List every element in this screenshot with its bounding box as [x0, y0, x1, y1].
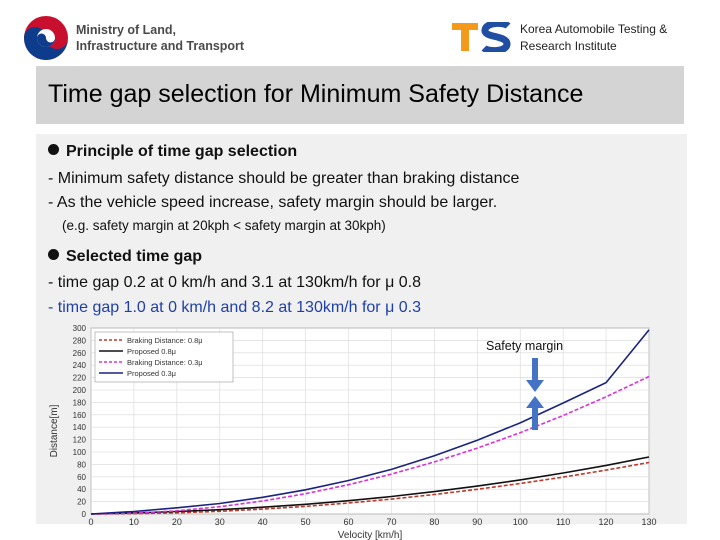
y-tick-label: 300: [72, 324, 86, 333]
section2-line2: - time gap 1.0 at 0 km/h and 8.2 at 130km/h for μ 0.3: [48, 299, 421, 316]
institute-line1: Korea Automobile Testing &: [520, 22, 668, 36]
arrow-shaft-up: [532, 406, 538, 430]
x-tick-label: 60: [343, 517, 354, 527]
y-tick-label: 40: [77, 485, 86, 495]
safety-margin-annotation: Safety margin: [486, 339, 564, 353]
y-tick-label: 80: [77, 460, 86, 470]
section1-line3: (e.g. safety margin at 20kph < safety margin at 30kph): [62, 218, 386, 233]
section2-line1: - time gap 0.2 at 0 km/h and 3.1 at 130km/h for μ 0.8: [48, 274, 421, 291]
y-tick-label: 0: [81, 510, 86, 519]
y-tick-label: 20: [77, 497, 86, 507]
y-tick-label: 240: [72, 361, 86, 371]
y-tick-label: 200: [72, 386, 86, 395]
y-tick-label: 280: [72, 336, 86, 346]
section1-line2: - As the vehicle speed increase, safety margin should be larger.: [48, 194, 498, 211]
y-tick-label: 120: [72, 435, 86, 445]
x-tick-label: 110: [555, 517, 571, 527]
x-tick-label: 0: [88, 517, 94, 527]
y-tick-label: 140: [72, 423, 86, 433]
x-tick-label: 20: [171, 517, 182, 527]
x-tick-label: 130: [641, 517, 657, 527]
y-tick-label: 60: [77, 472, 86, 482]
ministry-line1: Ministry of Land,: [76, 23, 176, 37]
institute-line2: Research Institute: [520, 39, 617, 53]
ts-logo-icon: [452, 22, 514, 52]
ministry-line2: Infrastructure and Transport: [76, 39, 245, 53]
legend-label: Proposed 0.3μ: [127, 369, 176, 378]
page-title: Time gap selection for Minimum Safety Distance: [48, 80, 584, 108]
header: [0, 0, 720, 68]
legend-label: Proposed 0.8μ: [127, 347, 176, 356]
y-tick-label: 160: [72, 410, 86, 420]
bullet-icon: [48, 144, 59, 155]
institute-name: [520, 21, 667, 55]
legend-label: Braking Distance: 0.8μ: [127, 336, 203, 345]
y-tick-label: 180: [72, 398, 86, 408]
legend-label: Braking Distance: 0.3μ: [127, 358, 203, 367]
arrow-shaft-down: [532, 358, 538, 382]
x-tick-label: 40: [257, 517, 268, 527]
bullet-icon: [48, 249, 59, 260]
ministry-name: [76, 22, 244, 54]
section2-heading-text: Selected time gap: [66, 248, 203, 265]
x-tick-label: 70: [386, 517, 397, 527]
y-tick-label: 220: [72, 373, 86, 383]
x-axis-label: Velocity [km/h]: [337, 530, 403, 540]
distance-velocity-chart: [40, 320, 690, 540]
y-tick-label: 260: [72, 348, 86, 358]
x-tick-label: 90: [472, 517, 483, 527]
x-tick-label: 10: [128, 517, 139, 527]
x-tick-label: 100: [512, 517, 528, 527]
section1-heading: [48, 143, 297, 161]
x-tick-label: 80: [429, 517, 440, 527]
section1-heading-text: Principle of time gap selection: [66, 143, 298, 160]
section2-heading: [48, 248, 202, 266]
title-bar: [36, 66, 684, 124]
x-tick-label: 30: [214, 517, 225, 527]
x-tick-label: 50: [300, 517, 311, 527]
section1-line1: - Minimum safety distance should be greater than braking distance: [48, 170, 520, 187]
y-tick-label: 100: [72, 448, 86, 457]
ministry-emblem-icon: [22, 14, 70, 62]
x-tick-label: 120: [598, 517, 614, 527]
y-axis-label: Distance[m]: [49, 404, 60, 458]
